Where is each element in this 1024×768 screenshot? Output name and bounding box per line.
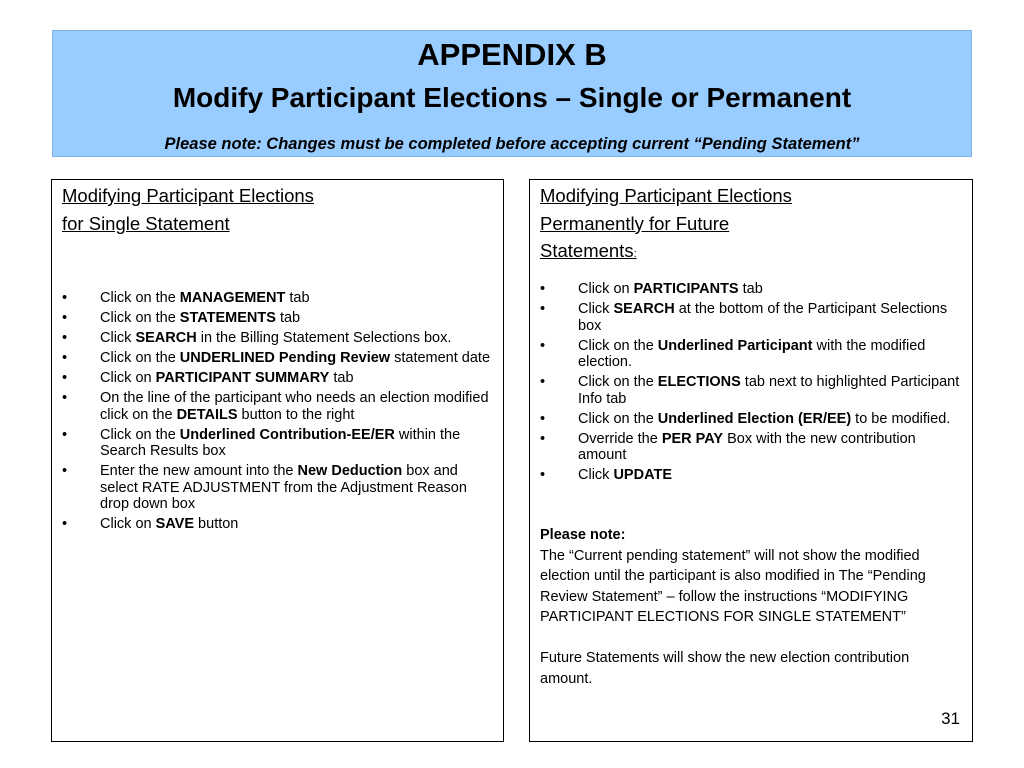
step-item (530, 467, 966, 484)
step-item (530, 431, 966, 464)
bullet-icon: • (62, 463, 68, 479)
step-item (52, 516, 497, 533)
step-keyword: Underlined Contribution-EE/ER (179, 426, 395, 443)
slide-subtitle: Modify Participant Elections – Single or Permanent (172, 82, 852, 113)
heading-line: for Single Statement (62, 212, 230, 234)
permanent-heading (540, 182, 962, 269)
step-keyword: SEARCH (613, 301, 675, 317)
note-block (540, 525, 962, 689)
bullet-icon: • (540, 430, 546, 447)
step-keyword: UPDATE (613, 467, 672, 483)
step-text: tab (738, 281, 763, 297)
step-item (52, 290, 497, 307)
step-item (52, 350, 497, 367)
step-text: Click on the (578, 410, 658, 427)
bullet-icon: • (540, 410, 546, 427)
note-spacer (540, 628, 962, 649)
bullet-icon: • (540, 374, 546, 390)
single-statement-steps (52, 290, 497, 536)
step-keyword: Underlined Election (ER/EE) (657, 410, 852, 427)
note-title: Please note: (540, 527, 626, 543)
step-text: button to the right (237, 406, 355, 423)
step-keyword: ELECTIONS (657, 374, 741, 390)
step-text: Click on (100, 516, 156, 532)
step-item (52, 463, 497, 513)
step-text: Enter the new amount into the (100, 463, 298, 479)
bullet-icon: • (62, 290, 68, 306)
step-text: Click on the (100, 290, 180, 306)
slide-title: APPENDIX B (417, 37, 607, 72)
step-text: box and select RATE ADJUSTMENT from the Adjustment Reason drop down box (100, 463, 467, 512)
step-item (52, 330, 497, 347)
step-item (52, 390, 497, 423)
step-text: with the modified election. (578, 337, 926, 370)
single-statement-heading (62, 182, 493, 237)
step-item (530, 281, 966, 298)
bullet-icon: • (62, 330, 68, 346)
step-keyword: STATEMENTS (179, 310, 276, 326)
step-item (530, 374, 966, 407)
heading-line: Statements (540, 240, 634, 261)
bullet-icon: • (540, 281, 546, 297)
step-text: Click on (100, 370, 156, 386)
step-text: Box with the new contribution amount (578, 430, 916, 463)
step-keyword: MANAGEMENT (179, 290, 286, 306)
step-text: tab next to highlighted Participant Info tab (578, 374, 960, 407)
step-text: Click (578, 467, 614, 483)
step-keyword: PARTICIPANT SUMMARY (155, 370, 330, 386)
step-text: On the line of the participant who needs an election modified click on the (100, 390, 489, 423)
header-note: Please note: Changes must be completed before accepting current “Pending Statement” (164, 135, 860, 153)
step-item (52, 427, 497, 460)
step-text: Override the (578, 430, 662, 447)
page-number: 31 (941, 709, 960, 728)
single-statement-panel (51, 179, 504, 742)
step-keyword: UNDERLINED Pending Review (179, 350, 391, 366)
bullet-icon: • (62, 516, 68, 532)
step-item (530, 411, 966, 428)
step-text: Click on the (100, 350, 180, 366)
step-keyword: PER PAY (661, 430, 724, 447)
heading-colon: : (633, 248, 637, 260)
step-item (52, 310, 497, 327)
step-text: within the Search Results box (100, 426, 461, 459)
step-item (52, 370, 497, 387)
step-text: tab (285, 290, 310, 306)
permanent-panel (529, 179, 973, 742)
step-text: to be modified. (851, 410, 951, 427)
step-text: Click on the (578, 337, 658, 354)
bullet-icon: • (540, 337, 546, 354)
step-keyword: PARTICIPANTS (633, 281, 739, 297)
bullet-icon: • (540, 467, 546, 483)
step-text: statement date (390, 350, 491, 366)
step-text: tab (329, 370, 354, 386)
slide-header (52, 30, 972, 157)
heading-line: Permanently for Future (540, 212, 730, 234)
step-keyword: SEARCH (135, 330, 197, 346)
step-item (530, 338, 966, 371)
bullet-icon: • (62, 370, 68, 386)
bullet-icon: • (62, 426, 68, 443)
step-keyword: New Deduction (297, 463, 403, 479)
step-text: button (194, 516, 239, 532)
step-keyword: DETAILS (176, 406, 238, 423)
step-keyword: Underlined Participant (657, 337, 813, 354)
step-text: tab (275, 310, 301, 326)
step-text: at the bottom of the Participant Selections box (578, 301, 948, 334)
bullet-icon: • (62, 310, 68, 326)
heading-line: Modifying Participant Elections (62, 185, 314, 206)
step-keyword: SAVE (155, 516, 195, 532)
note-text: The “Current pending statement” will not show the modified election until the participant is also modified in The “Pending Review Statement” – follow the instructions “MODIFYING PARTICIPANT ELECTIONS FOR SINGLE STATEMENT” (540, 547, 926, 625)
step-text: in the Billing Statement Selections box. (196, 330, 452, 346)
bullet-icon: • (540, 301, 546, 317)
permanent-steps (530, 281, 966, 487)
heading-line: Modifying Participant Elections (540, 185, 792, 206)
step-text: Click (578, 301, 614, 317)
bullet-icon: • (62, 350, 68, 366)
note-text-future: Future Statements will show the new election contribution amount. (540, 650, 910, 687)
step-text: Click on (578, 281, 634, 297)
step-text: Click on the (100, 426, 180, 443)
step-text: Click (100, 330, 136, 346)
step-item (530, 301, 966, 334)
step-text: Click on the (578, 374, 658, 390)
bullet-icon: • (62, 390, 68, 406)
step-text: Click on the (100, 310, 180, 326)
